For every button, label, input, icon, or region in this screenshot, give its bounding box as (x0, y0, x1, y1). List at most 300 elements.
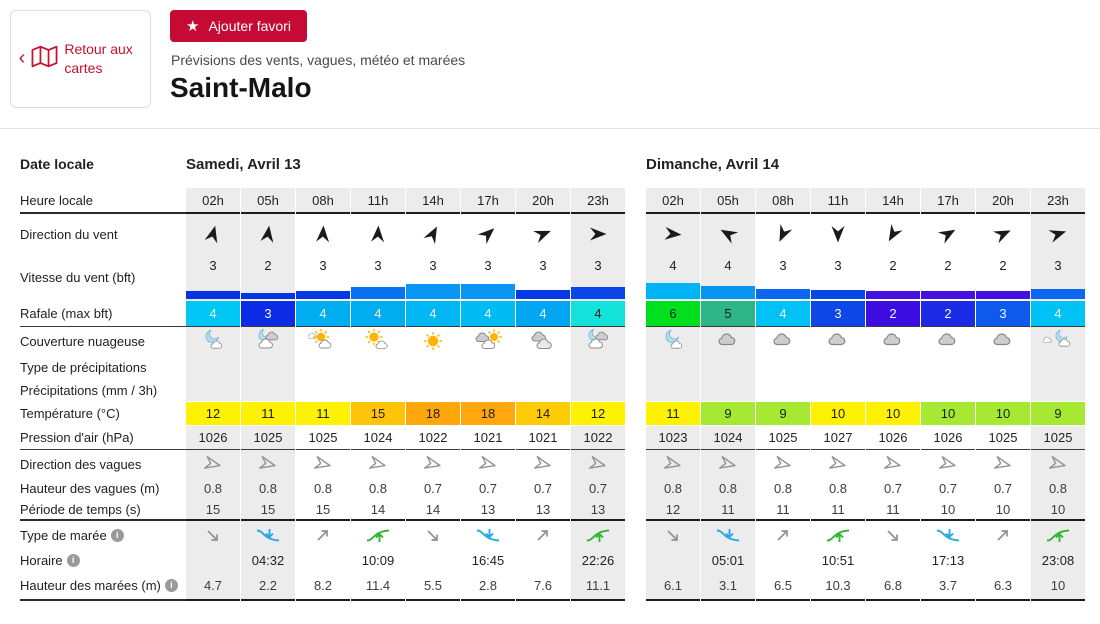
gust-value-cell: 3 (241, 300, 295, 327)
row-label-text: Heure locale (20, 192, 93, 208)
cloud-cover-icon (296, 327, 350, 355)
tide-height-cell: 11.1 (571, 571, 625, 601)
forecast-column-05h (241, 188, 295, 601)
wind-speed-bar (516, 290, 570, 299)
wind-speed-bar (241, 293, 295, 299)
wind-direction-icon (976, 214, 1030, 254)
wave-period-cell: 11 (756, 499, 810, 521)
tide-time-cell (756, 549, 810, 571)
air-pressure-cell: 1025 (241, 426, 295, 450)
wave-period-cell: 13 (461, 499, 515, 521)
wave-period-cell: 11 (866, 499, 920, 521)
wind-speed-bar (756, 289, 810, 299)
wave-direction-icon (811, 450, 865, 478)
forecast-column-23h (571, 188, 625, 601)
tide-time-cell (646, 549, 700, 571)
wave-direction-icon (976, 450, 1030, 478)
wind-speed-cell (186, 254, 240, 300)
cloud-cover-icon (1031, 327, 1085, 355)
wind-speed-cell (296, 254, 350, 300)
wave-direction-icon (186, 450, 240, 478)
day-title-saturday: Samedi, Avril 13 (186, 156, 301, 173)
tide-time-cell: 17:13 (931, 552, 965, 568)
wave-period-cell: 10 (976, 499, 1030, 521)
forecast-day-sunday (646, 188, 1085, 601)
precipitation-type-cell (241, 355, 295, 379)
wave-direction-icon (921, 450, 975, 478)
wind-speed-cell (701, 254, 755, 300)
air-pressure-cell: 1026 (186, 426, 240, 450)
gust-value-cell: 4 (516, 300, 570, 327)
hour-cell: 08h (756, 188, 810, 214)
wind-speed-value: 3 (539, 258, 547, 273)
precipitation-type-cell (921, 355, 975, 379)
tide-rising-icon (756, 521, 810, 549)
hour-cell: 05h (241, 188, 295, 214)
precipitation-amount-cell (241, 379, 295, 401)
wave-period-cell: 10 (921, 499, 975, 521)
air-pressure-cell: 1026 (866, 426, 920, 450)
row-label-text: Hauteur des vagues (m) (20, 481, 160, 496)
info-icon[interactable]: i (67, 554, 80, 567)
row-label-text: Période de temps (s) (20, 501, 141, 517)
temperature-cell: 11 (646, 401, 700, 426)
hour-cell: 20h (976, 188, 1030, 214)
wave-period-cell: 12 (646, 499, 700, 521)
air-pressure-cell: 1022 (571, 426, 625, 450)
cloud-cover-icon (571, 327, 625, 355)
forecast-column-11h (351, 188, 405, 601)
tide-height-cell: 6.1 (646, 571, 700, 601)
forecast-column-17h (461, 188, 515, 601)
tide-time-cell (296, 549, 350, 571)
wave-height-cell: 0.7 (883, 481, 903, 496)
wind-speed-cell (1031, 254, 1085, 300)
tide-high-icon (351, 521, 405, 549)
row-label-text: Type de précipitations (20, 359, 147, 375)
wind-direction-icon (756, 214, 810, 254)
cloud-cover-icon (241, 327, 295, 355)
tide-height-cell: 10.3 (811, 571, 865, 601)
gust-value-cell: 4 (571, 300, 625, 327)
tide-height-cell: 6.8 (866, 571, 920, 601)
forecast-column-11h (811, 188, 865, 601)
wind-speed-value: 4 (669, 258, 677, 273)
forecast-column-20h (976, 188, 1030, 601)
tide-low-icon (241, 521, 295, 549)
temperature-cell: 14 (516, 401, 570, 426)
forecast-day-saturday (186, 188, 625, 601)
row-label-text: Type de marée (20, 527, 107, 543)
tide-time-cell: 10:51 (821, 552, 855, 568)
precipitation-amount-cell (921, 379, 975, 401)
row-label-text: Vitesse du vent (bft) (20, 269, 136, 285)
precipitation-type-cell (461, 355, 515, 379)
temperature-cell: 9 (756, 401, 810, 426)
forecast-column-23h (1031, 188, 1085, 601)
wind-speed-value: 3 (319, 258, 327, 273)
wind-speed-bar (811, 290, 865, 299)
wave-period-cell: 15 (241, 499, 295, 521)
tide-rising-icon (296, 521, 350, 549)
gust-value-cell: 4 (296, 300, 350, 327)
precipitation-amount-cell (516, 379, 570, 401)
wind-speed-bar (296, 291, 350, 299)
wind-speed-value: 3 (484, 258, 492, 273)
wind-direction-icon (351, 214, 405, 254)
wave-direction-icon (406, 450, 460, 478)
tide-height-cell: 2.2 (241, 571, 295, 601)
wave-height-cell: 0.8 (773, 481, 793, 496)
wind-speed-bar (701, 286, 755, 299)
hour-cell: 05h (701, 188, 755, 214)
hour-cell: 20h (516, 188, 570, 214)
cloud-cover-icon (701, 327, 755, 355)
wind-speed-value: 3 (1054, 258, 1062, 273)
wind-direction-icon (186, 214, 240, 254)
gust-value-cell: 4 (406, 300, 460, 327)
row-label-precip-type (20, 355, 186, 379)
precipitation-amount-cell (811, 379, 865, 401)
cloud-cover-icon (516, 327, 570, 355)
temperature-cell: 12 (571, 401, 625, 426)
row-label-text: Rafale (max bft) (20, 305, 113, 321)
temperature-cell: 11 (296, 401, 350, 426)
wind-speed-value: 3 (779, 258, 787, 273)
air-pressure-cell: 1025 (756, 426, 810, 450)
tide-height-cell: 3.7 (921, 571, 975, 601)
wave-period-cell: 13 (516, 499, 570, 521)
tide-rising-icon (976, 521, 1030, 549)
wind-speed-value: 3 (374, 258, 382, 273)
row-label-text: Pression d'air (hPa) (20, 430, 134, 445)
wind-speed-cell (406, 254, 460, 300)
cloud-cover-icon (351, 327, 405, 355)
cloud-cover-icon (406, 327, 460, 355)
wave-height-cell: 0.8 (313, 481, 333, 496)
cloud-cover-icon (186, 327, 240, 355)
precipitation-type-cell (406, 355, 460, 379)
tide-high-icon (571, 521, 625, 549)
gust-value-cell: 5 (701, 300, 755, 327)
temperature-cell: 12 (186, 401, 240, 426)
wind-direction-icon (701, 214, 755, 254)
tide-time-cell (186, 549, 240, 571)
wind-speed-bar (1031, 289, 1085, 299)
temperature-cell: 10 (921, 401, 975, 426)
gust-value-cell: 3 (976, 300, 1030, 327)
air-pressure-cell: 1027 (811, 426, 865, 450)
wave-period-cell: 14 (351, 499, 405, 521)
wave-height-cell: 0.8 (663, 481, 683, 496)
gust-value-cell: 4 (351, 300, 405, 327)
temperature-cell: 18 (406, 401, 460, 426)
tide-time-cell (516, 549, 570, 571)
tide-height-cell: 11.4 (351, 571, 405, 601)
wave-direction-icon (351, 450, 405, 478)
air-pressure-cell: 1025 (1031, 426, 1085, 450)
tide-time-cell: 04:32 (251, 552, 285, 568)
cloud-cover-icon (921, 327, 975, 355)
wave-height-cell: 0.8 (1048, 481, 1068, 496)
gust-value-cell: 4 (186, 300, 240, 327)
wave-direction-icon (701, 450, 755, 478)
forecast-column-14h (406, 188, 460, 601)
wind-speed-value: 2 (889, 258, 897, 273)
wind-speed-cell (241, 254, 295, 300)
gust-value-cell: 3 (811, 300, 865, 327)
wind-speed-bar (646, 283, 700, 299)
wind-direction-icon (516, 214, 570, 254)
info-icon[interactable]: i (111, 529, 124, 542)
wind-direction-icon (811, 214, 865, 254)
precipitation-amount-cell (351, 379, 405, 401)
date-locale-label: Date locale (20, 156, 94, 172)
cloud-cover-icon (866, 327, 920, 355)
date-titles-row (0, 148, 1100, 188)
tide-falling-icon (646, 521, 700, 549)
row-label-text: Couverture nuageuse (20, 333, 146, 349)
row-label-temp (20, 401, 186, 426)
wave-direction-icon (461, 450, 515, 478)
wind-direction-icon (866, 214, 920, 254)
precipitation-type-cell (811, 355, 865, 379)
hour-cell: 23h (1031, 188, 1085, 214)
wave-direction-icon (866, 450, 920, 478)
gust-value-cell: 6 (646, 300, 700, 327)
wave-period-cell: 11 (701, 499, 755, 521)
air-pressure-cell: 1021 (516, 426, 570, 450)
temperature-cell: 18 (461, 401, 515, 426)
wind-speed-bar (921, 291, 975, 299)
precipitation-type-cell (646, 355, 700, 379)
tide-high-icon (811, 521, 865, 549)
wave-direction-icon (296, 450, 350, 478)
row-label-wind-dir (20, 214, 186, 254)
wind-speed-value: 3 (209, 258, 217, 273)
gust-value-cell: 4 (756, 300, 810, 327)
hour-cell: 11h (811, 188, 865, 214)
wind-direction-icon (241, 214, 295, 254)
tide-height-cell: 2.8 (461, 571, 515, 601)
cloud-cover-icon (756, 327, 810, 355)
page-header (0, 0, 1100, 148)
forecast-column-17h (921, 188, 975, 601)
row-label-pressure (20, 426, 186, 450)
precipitation-amount-cell (756, 379, 810, 401)
forecast-column-05h (701, 188, 755, 601)
wave-height-cell: 0.7 (993, 481, 1013, 496)
precipitation-amount-cell (701, 379, 755, 401)
row-label-tide-height (20, 571, 186, 601)
tide-time-cell: 16:45 (471, 552, 505, 568)
wave-direction-icon (571, 450, 625, 478)
row-label-wave-dir (20, 450, 186, 478)
gust-value-cell: 2 (866, 300, 920, 327)
air-pressure-cell: 1024 (701, 426, 755, 450)
row-label-text: Horaire (20, 552, 63, 568)
tide-falling-icon (866, 521, 920, 549)
tide-rising-icon (516, 521, 570, 549)
wave-height-cell: 0.8 (828, 481, 848, 496)
precipitation-type-cell (296, 355, 350, 379)
temperature-cell: 11 (241, 401, 295, 426)
row-label-text: Direction du vent (20, 226, 118, 242)
row-label-gust (20, 300, 186, 327)
air-pressure-cell: 1023 (646, 426, 700, 450)
wave-height-cell: 0.8 (203, 481, 223, 496)
tide-low-icon (461, 521, 515, 549)
row-label-text: Direction des vagues (20, 456, 142, 472)
hour-cell: 14h (866, 188, 920, 214)
tide-low-icon (701, 521, 755, 549)
precipitation-type-cell (866, 355, 920, 379)
page-title: Saint-Malo (170, 72, 312, 103)
wave-height-cell: 0.7 (533, 481, 553, 496)
cloud-cover-icon (811, 327, 865, 355)
wave-height-cell: 0.7 (423, 481, 443, 496)
wave-period-cell: 15 (186, 499, 240, 521)
air-pressure-cell: 1026 (921, 426, 975, 450)
tide-height-cell: 8.2 (296, 571, 350, 601)
wave-height-cell: 0.8 (258, 481, 278, 496)
row-labels-column (20, 188, 186, 601)
wave-height-cell: 0.7 (588, 481, 608, 496)
row-label-text: Précipitations (mm / 3h) (20, 382, 158, 398)
tide-time-cell: 10:09 (361, 552, 395, 568)
wind-speed-bar (976, 291, 1030, 299)
wind-direction-icon (571, 214, 625, 254)
precipitation-amount-cell (976, 379, 1030, 401)
wind-direction-icon (296, 214, 350, 254)
temperature-cell: 10 (976, 401, 1030, 426)
forecast-column-02h (186, 188, 240, 601)
back-to-maps-button[interactable] (10, 10, 151, 108)
wave-direction-icon (756, 450, 810, 478)
row-label-text: Hauteur des marées (m) (20, 577, 161, 593)
wind-direction-icon (461, 214, 515, 254)
gust-value-cell: 4 (461, 300, 515, 327)
hour-cell: 02h (186, 188, 240, 214)
wind-speed-cell (461, 254, 515, 300)
day-title-sunday: Dimanche, Avril 14 (646, 156, 780, 173)
wave-height-cell: 0.7 (938, 481, 958, 496)
wind-speed-value: 3 (594, 258, 602, 273)
row-label-precip (20, 379, 186, 401)
gust-value-cell: 4 (1031, 300, 1085, 327)
wind-speed-value: 2 (999, 258, 1007, 273)
wind-speed-cell (921, 254, 975, 300)
row-label-text: Température (°C) (20, 406, 120, 421)
wind-speed-bar (571, 287, 625, 299)
precipitation-amount-cell (1031, 379, 1085, 401)
hour-cell: 17h (921, 188, 975, 214)
add-favorite-button[interactable] (170, 10, 307, 42)
row-label-wind-speed (20, 254, 186, 300)
hour-cell: 11h (351, 188, 405, 214)
forecast-column-08h (296, 188, 350, 601)
air-pressure-cell: 1022 (406, 426, 460, 450)
temperature-cell: 10 (866, 401, 920, 426)
map-icon (31, 45, 58, 73)
temperature-cell: 10 (811, 401, 865, 426)
temperature-cell: 9 (701, 401, 755, 426)
forecast-table (0, 188, 1100, 601)
wave-period-cell: 11 (811, 499, 865, 521)
tide-height-cell: 6.3 (976, 571, 1030, 601)
precipitation-type-cell (1031, 355, 1085, 379)
wind-speed-cell (866, 254, 920, 300)
cloud-cover-icon (646, 327, 700, 355)
tide-time-cell (976, 549, 1030, 571)
forecast-column-08h (756, 188, 810, 601)
wave-direction-icon (516, 450, 570, 478)
info-icon[interactable]: i (165, 579, 178, 592)
gust-value-cell: 2 (921, 300, 975, 327)
wind-speed-value: 2 (944, 258, 952, 273)
wave-height-cell: 0.8 (718, 481, 738, 496)
wind-speed-bar (186, 291, 240, 299)
precipitation-type-cell (976, 355, 1030, 379)
wind-speed-cell (756, 254, 810, 300)
air-pressure-cell: 1021 (461, 426, 515, 450)
wind-speed-bar (351, 287, 405, 299)
hour-cell: 02h (646, 188, 700, 214)
temperature-cell: 15 (351, 401, 405, 426)
row-label-tide-time (20, 549, 186, 571)
wave-direction-icon (241, 450, 295, 478)
tide-time-cell: 05:01 (711, 552, 745, 568)
row-label-wave-period (20, 499, 186, 521)
tide-falling-icon (406, 521, 460, 549)
star-icon: ★ (186, 17, 200, 35)
tide-high-icon (1031, 521, 1085, 549)
wave-period-cell: 14 (406, 499, 460, 521)
row-label-cloud (20, 327, 186, 355)
wave-height-cell: 0.8 (368, 481, 388, 496)
tide-height-cell: 3.1 (701, 571, 755, 601)
forecast-column-14h (866, 188, 920, 601)
wind-speed-bar (406, 284, 460, 299)
wind-direction-icon (1031, 214, 1085, 254)
cloud-cover-icon (976, 327, 1030, 355)
wind-speed-value: 3 (429, 258, 437, 273)
chevron-left-icon: ‹ (18, 47, 26, 69)
wind-speed-bar (866, 291, 920, 299)
temperature-cell: 9 (1031, 401, 1085, 426)
tide-height-cell: 10 (1031, 571, 1085, 601)
tide-time-cell: 22:26 (581, 552, 615, 568)
cloud-cover-icon (461, 327, 515, 355)
tide-height-cell: 7.6 (516, 571, 570, 601)
wind-speed-cell (571, 254, 625, 300)
tide-falling-icon (186, 521, 240, 549)
precipitation-amount-cell (571, 379, 625, 401)
wind-direction-icon (406, 214, 460, 254)
row-label-hour (20, 188, 186, 214)
precipitation-amount-cell (866, 379, 920, 401)
wind-speed-value: 4 (724, 258, 732, 273)
wind-direction-icon (646, 214, 700, 254)
tide-time-cell (866, 549, 920, 571)
air-pressure-cell: 1025 (976, 426, 1030, 450)
wind-speed-cell (351, 254, 405, 300)
precipitation-type-cell (756, 355, 810, 379)
row-label-tide-type (20, 521, 186, 549)
back-button-label: Retour aux cartes (64, 41, 133, 76)
tide-height-cell: 6.5 (756, 571, 810, 601)
hour-cell: 14h (406, 188, 460, 214)
